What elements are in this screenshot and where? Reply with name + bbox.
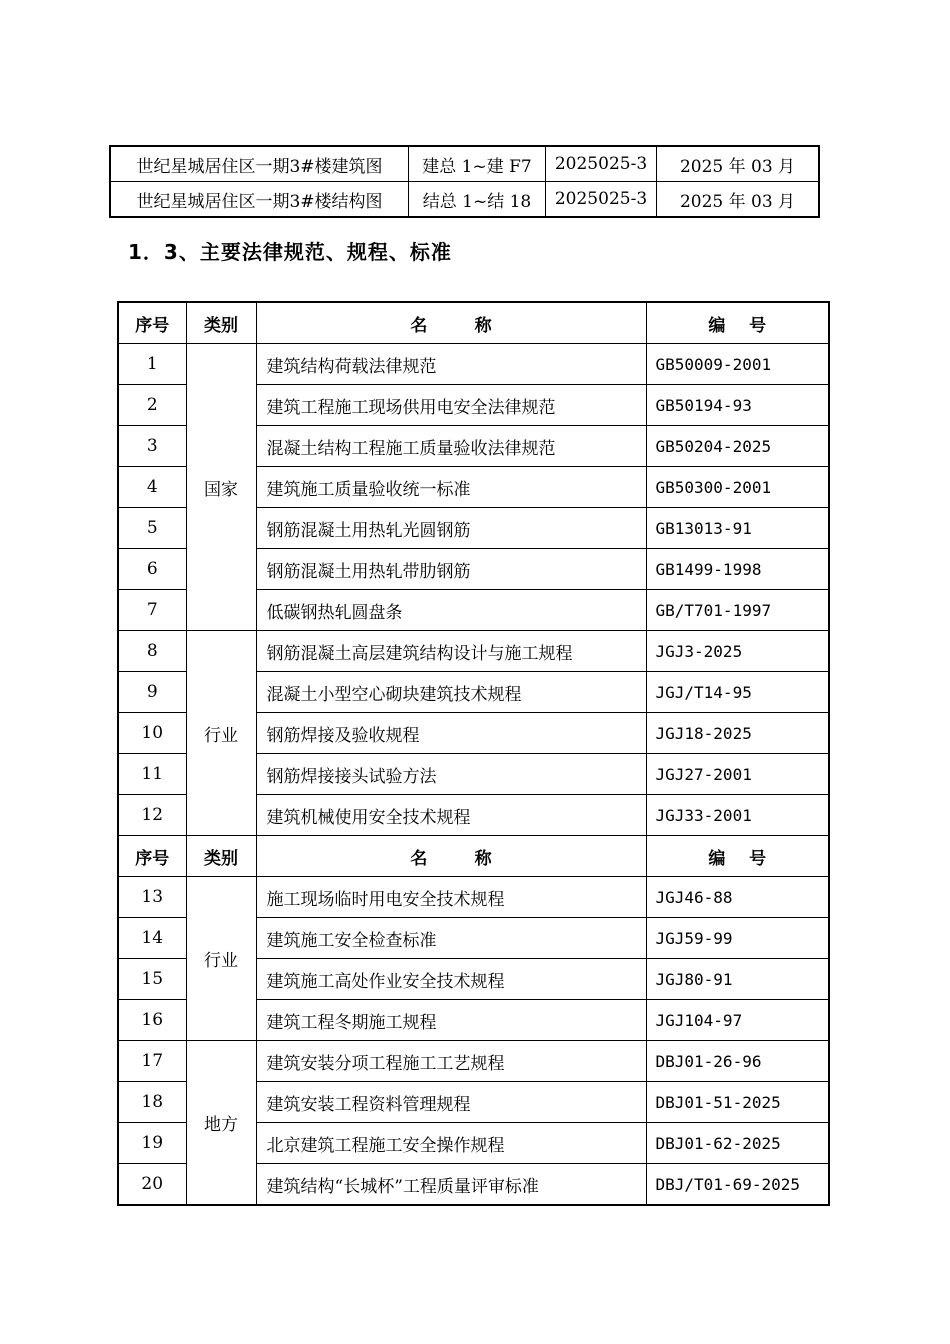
header-name: 名 称	[256, 302, 646, 344]
row-code: JGJ46-88	[646, 877, 829, 918]
row-code: JGJ3-2025	[646, 631, 829, 672]
header-no: 序号	[118, 302, 186, 344]
drawing-range: 建总 1~建 F7	[409, 146, 546, 182]
row-no: 18	[118, 1082, 186, 1123]
row-code: GB/T701-1997	[646, 590, 829, 631]
row-no: 11	[118, 754, 186, 795]
category-cell: 行业	[186, 631, 256, 836]
row-no: 5	[118, 508, 186, 549]
row-code: JGJ/T14-95	[646, 672, 829, 713]
row-no: 8	[118, 631, 186, 672]
row-name: 建筑工程冬期施工规程	[256, 1000, 646, 1041]
section-title: 1．3、主要法律规范、规程、标准	[128, 240, 452, 264]
header-code: 编 号	[646, 836, 829, 877]
table-header-row	[118, 836, 829, 877]
row-code: JGJ27-2001	[646, 754, 829, 795]
drawing-code: 2025025-3	[546, 182, 657, 218]
row-name: 北京建筑工程施工安全操作规程	[256, 1123, 646, 1164]
table-row	[110, 182, 819, 218]
header-name: 名 称	[256, 836, 646, 877]
drawing-name: 世纪星城居住区一期3#楼结构图	[110, 182, 409, 218]
row-name: 建筑施工高处作业安全技术规程	[256, 959, 646, 1000]
row-no: 17	[118, 1041, 186, 1082]
row-no: 15	[118, 959, 186, 1000]
table-row	[118, 1041, 829, 1082]
row-code: GB1499-1998	[646, 549, 829, 590]
drawing-code: 2025025-3	[546, 146, 657, 182]
row-code: GB50300-2001	[646, 467, 829, 508]
row-name: 钢筋混凝土用热轧带肋钢筋	[256, 549, 646, 590]
category-cell: 国家	[186, 344, 256, 631]
row-no: 2	[118, 385, 186, 426]
drawing-date: 2025 年 03 月	[657, 182, 820, 218]
row-name: 建筑安装工程资料管理规程	[256, 1082, 646, 1123]
row-code: GB13013-91	[646, 508, 829, 549]
row-name: 低碳钢热轧圆盘条	[256, 590, 646, 631]
row-name: 建筑工程施工现场供用电安全法律规范	[256, 385, 646, 426]
row-code: DBJ01-62-2025	[646, 1123, 829, 1164]
row-no: 4	[118, 467, 186, 508]
table-row	[118, 877, 829, 918]
drawing-range: 结总 1~结 18	[409, 182, 546, 218]
row-code: GB50204-2025	[646, 426, 829, 467]
row-no: 1	[118, 344, 186, 385]
row-name: 钢筋混凝土高层建筑结构设计与施工规程	[256, 631, 646, 672]
table-row	[118, 631, 829, 672]
row-code: JGJ59-99	[646, 918, 829, 959]
row-no: 13	[118, 877, 186, 918]
row-name: 混凝土小型空心砌块建筑技术规程	[256, 672, 646, 713]
row-code: GB50194-93	[646, 385, 829, 426]
row-name: 建筑安装分项工程施工工艺规程	[256, 1041, 646, 1082]
row-name: 钢筋焊接及验收规程	[256, 713, 646, 754]
standards-table	[117, 301, 830, 1206]
row-name: 建筑机械使用安全技术规程	[256, 795, 646, 836]
category-cell: 行业	[186, 877, 256, 1041]
row-name: 建筑施工安全检查标准	[256, 918, 646, 959]
row-name: 施工现场临时用电安全技术规程	[256, 877, 646, 918]
row-no: 19	[118, 1123, 186, 1164]
header-code: 编 号	[646, 302, 829, 344]
row-code: DBJ01-26-96	[646, 1041, 829, 1082]
drawing-date: 2025 年 03 月	[657, 146, 820, 182]
drawing-name: 世纪星城居住区一期3#楼建筑图	[110, 146, 409, 182]
category-cell: 地方	[186, 1041, 256, 1206]
header-no: 序号	[118, 836, 186, 877]
row-no: 10	[118, 713, 186, 754]
drawings-table	[109, 145, 820, 218]
header-category: 类别	[186, 302, 256, 344]
row-code: JGJ33-2001	[646, 795, 829, 836]
row-code: GB50009-2001	[646, 344, 829, 385]
table-header-row	[118, 302, 829, 344]
row-code: JGJ80-91	[646, 959, 829, 1000]
row-name: 建筑结构荷载法律规范	[256, 344, 646, 385]
row-code: DBJ/T01-69-2025	[646, 1164, 829, 1206]
row-code: DBJ01-51-2025	[646, 1082, 829, 1123]
row-name: 建筑结构“长城杯”工程质量评审标准	[256, 1164, 646, 1206]
table-row	[118, 344, 829, 385]
row-name: 混凝土结构工程施工质量验收法律规范	[256, 426, 646, 467]
row-no: 14	[118, 918, 186, 959]
row-no: 7	[118, 590, 186, 631]
row-no: 16	[118, 1000, 186, 1041]
row-code: JGJ18-2025	[646, 713, 829, 754]
row-no: 9	[118, 672, 186, 713]
row-code: JGJ104-97	[646, 1000, 829, 1041]
header-category: 类别	[186, 836, 256, 877]
row-no: 3	[118, 426, 186, 467]
row-no: 6	[118, 549, 186, 590]
row-no: 12	[118, 795, 186, 836]
row-name: 建筑施工质量验收统一标准	[256, 467, 646, 508]
row-name: 钢筋焊接接头试验方法	[256, 754, 646, 795]
row-no: 20	[118, 1164, 186, 1206]
row-name: 钢筋混凝土用热轧光圆钢筋	[256, 508, 646, 549]
table-row	[110, 146, 819, 182]
